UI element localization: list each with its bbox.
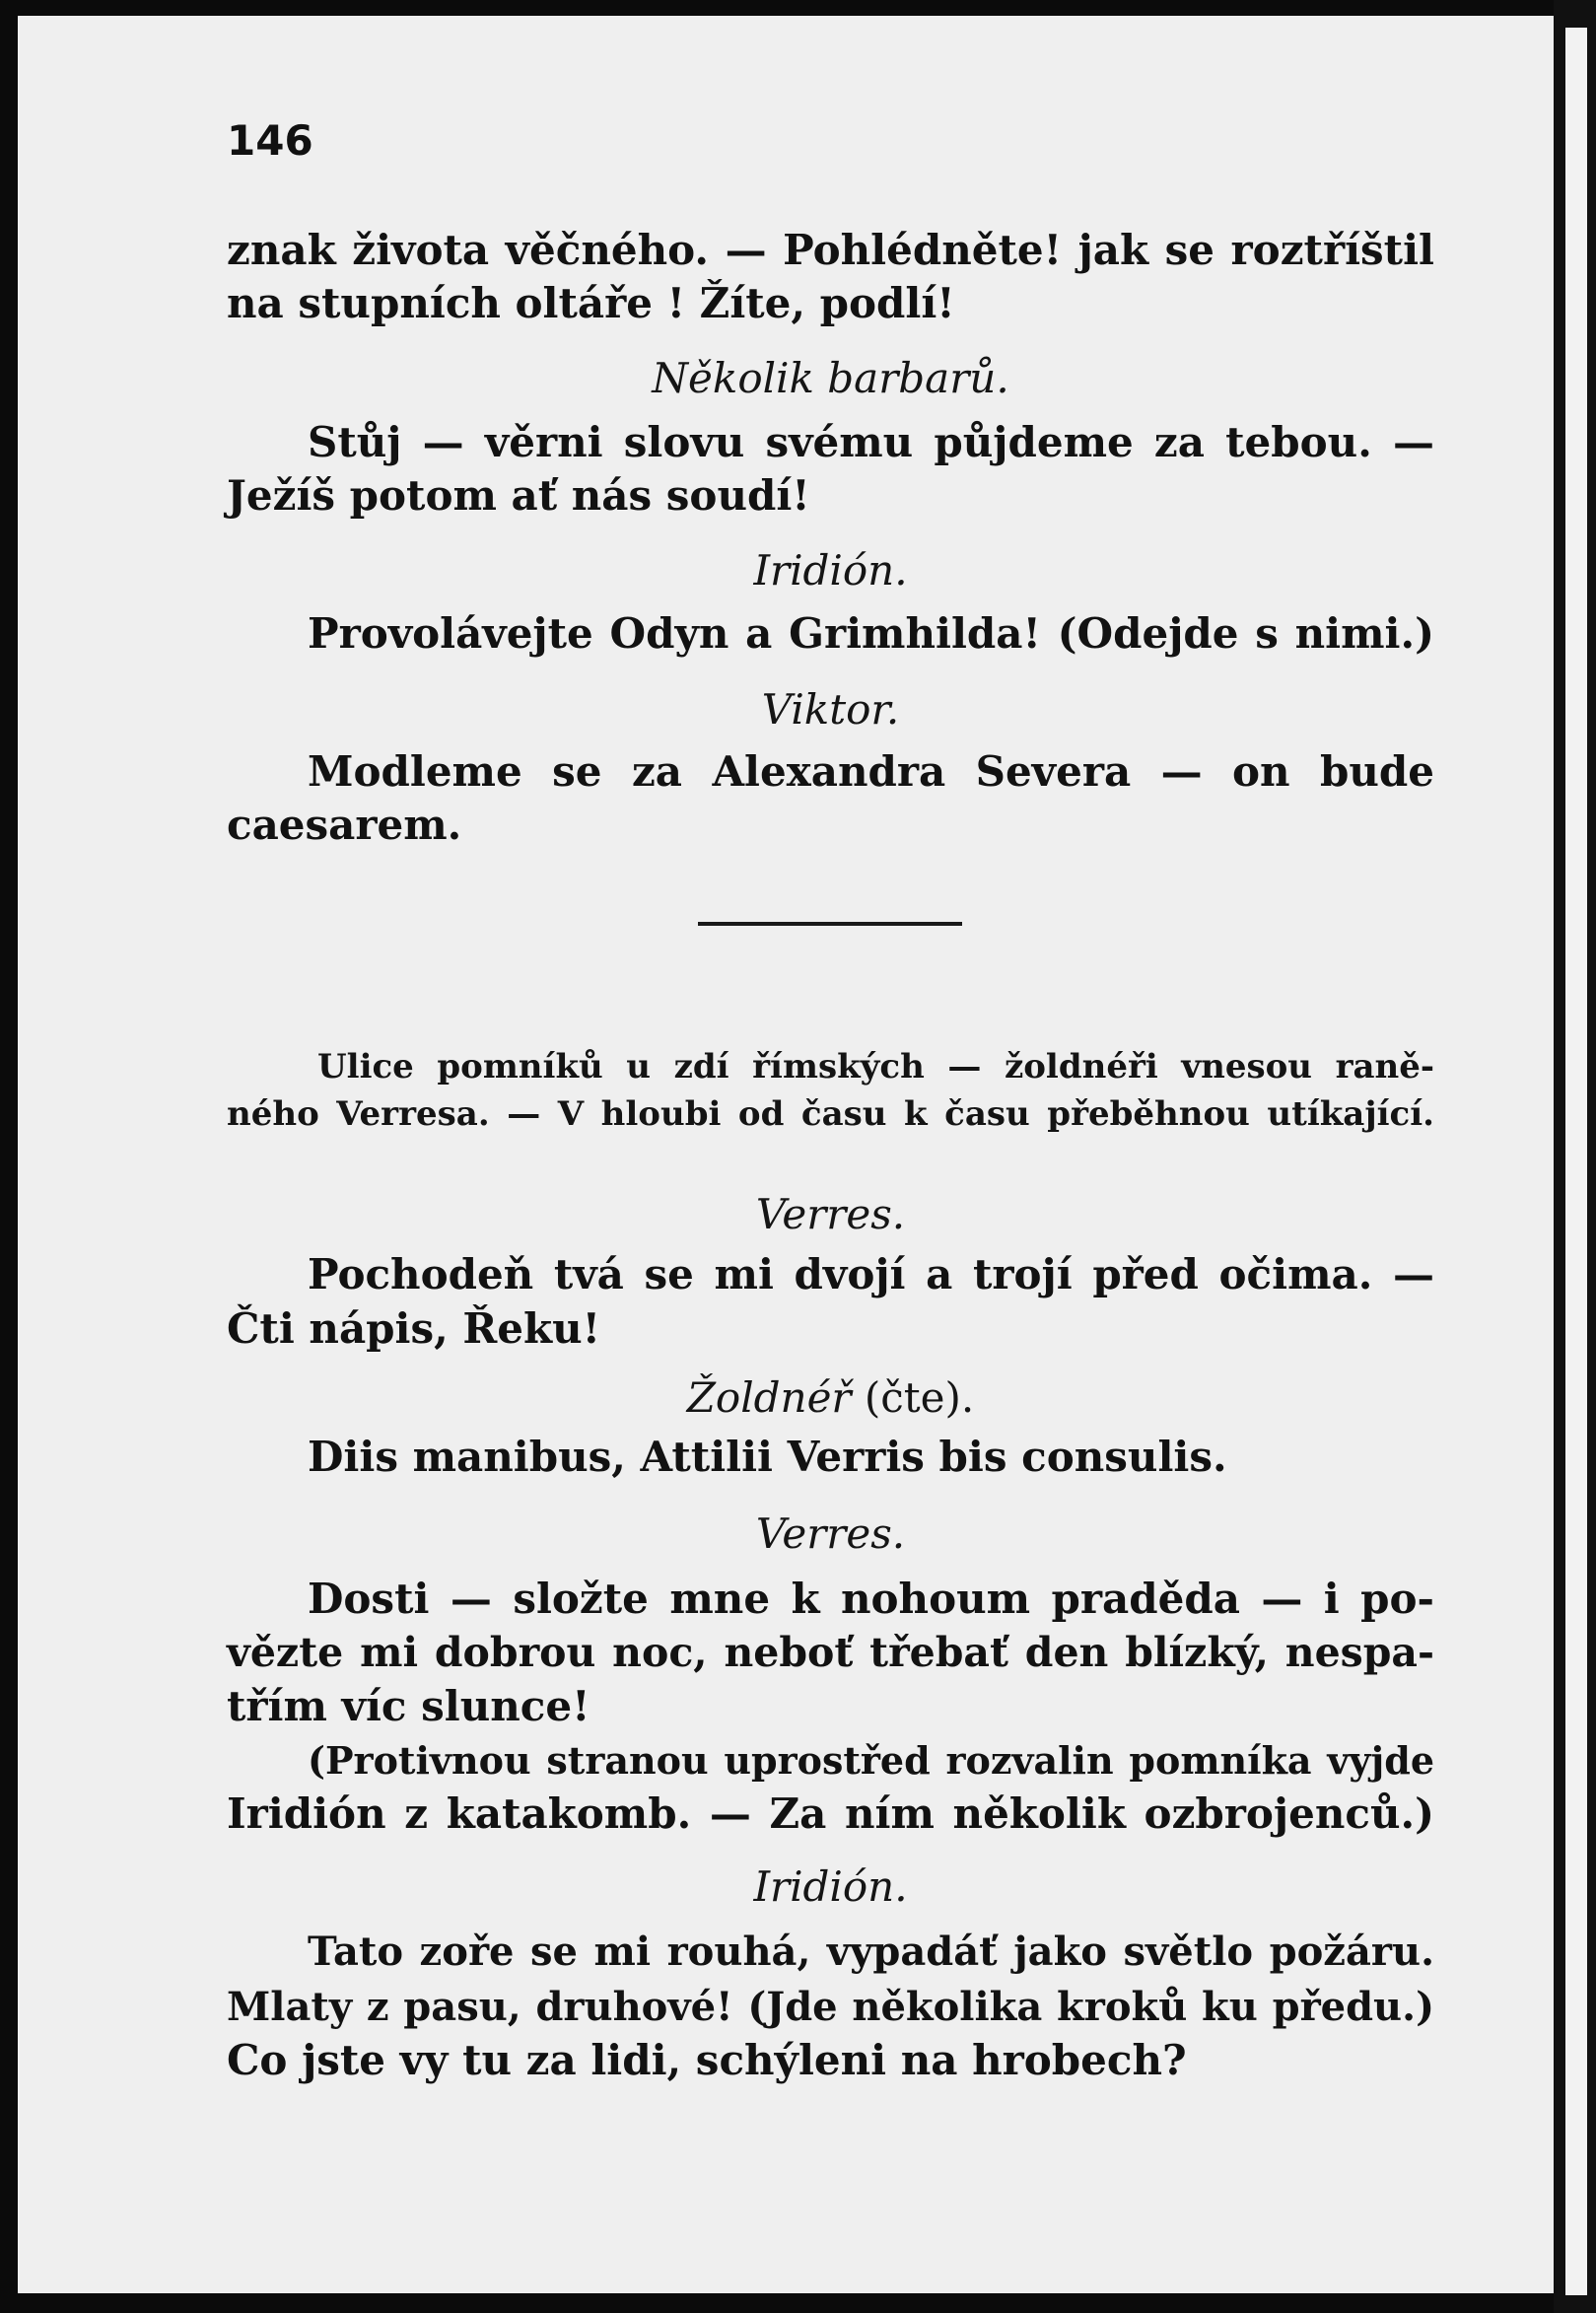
speaker-heading-nekolik-barbaru: Několik barbarů.	[652, 354, 1009, 402]
text-line-18: Co jste vy tu za lidi, schýleni na hrobech?	[227, 2036, 1187, 2084]
text-line-1: znak života věčného. — Pohlédněte! jak se roztříštil	[227, 226, 1434, 274]
stage-direction-line-2: ného Verresa. — V hloubi od času k času přeběhnou utíkající.	[227, 1094, 1434, 1134]
text-line-17: Mlaty z pasu, druhové! (Jde několika kroků ku předu.)	[227, 1984, 1434, 2030]
scene-divider	[698, 922, 962, 926]
speaker-heading-iridion-2: Iridión.	[753, 1862, 908, 1911]
speaker-heading-verres: Verres.	[755, 1190, 906, 1238]
text-line-11: Dosti — složte mne k nohoum praděda — i po-	[308, 1575, 1434, 1623]
text-line-13: třím víc slunce!	[227, 1682, 590, 1730]
text-line-6: Modleme se za Alexandra Severa — on bude	[308, 747, 1434, 796]
text-line-10: Diis manibus, Attilii Verris bis consulis.	[308, 1433, 1227, 1481]
text-line-9: Čti nápis, Řeku!	[227, 1304, 601, 1353]
page-number: 146	[227, 116, 313, 165]
speaker-name: Žoldnéř	[686, 1373, 852, 1422]
speaker-heading-zoldner	[227, 1372, 1434, 1424]
text-line-8: Pochodeň tvá se mi dvojí a trojí před očima. —	[308, 1250, 1434, 1298]
stage-direction-line-1: Ulice pomníků u zdí římských — žoldnéři vnesou raně-	[317, 1047, 1434, 1086]
next-page-edge	[1565, 28, 1587, 2295]
text-line-3: Stůj — věrni slovu svému půjdeme za tebou. —	[308, 418, 1434, 466]
speaker-heading-iridion: Iridión.	[753, 546, 908, 595]
text-line-7: caesarem.	[227, 801, 462, 849]
text-line-2: na stupních oltáře ! Žíte, podlí!	[227, 279, 955, 327]
speaker-heading-verres-2: Verres.	[755, 1509, 906, 1558]
text-line-12: vězte mi dobrou noc, neboť třebať den blízký, nespa-	[227, 1629, 1434, 1676]
text-line-14: (Protivnou stranou uprostřed rozvalin pomníka vyjde	[308, 1738, 1434, 1783]
text-line-16: Tato zoře se mi rouhá, vypadáť jako světlo požáru.	[308, 1928, 1434, 1975]
text-line-15: Iridión z katakomb. — Za ním několik ozbrojenců.)	[227, 1789, 1434, 1838]
speaker-note: (čte).	[864, 1373, 975, 1422]
text-line-5: Provolávejte Odyn a Grimhilda! (Odejde s nimi.)	[308, 609, 1434, 658]
text-line-4: Ježíš potom ať nás soudí!	[227, 471, 810, 520]
speaker-heading-viktor: Viktor.	[761, 685, 900, 734]
